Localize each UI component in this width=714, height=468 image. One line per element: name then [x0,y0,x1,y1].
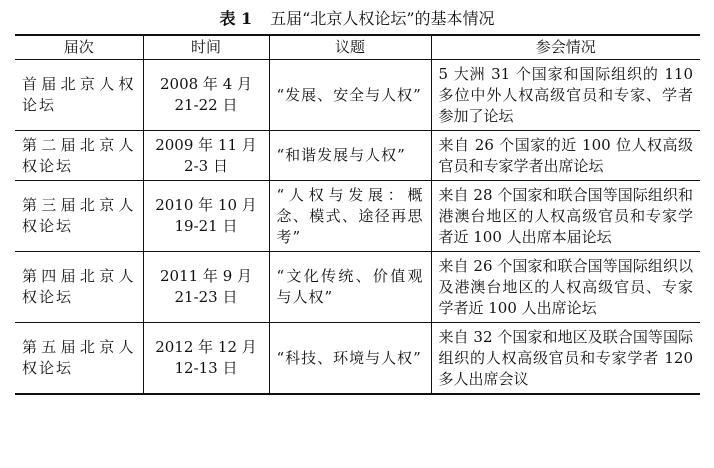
header-topic: 议题 [269,35,431,60]
date-cell: 2008 年 4 月 21-22 日 [143,60,269,131]
attendance-cell: 来自 26 个国家的近 100 位人权高级官员和专家学者出席论坛 [431,131,700,181]
session-cell: 第五届北京人权论坛 [15,323,143,395]
date-cell: 2012 年 12 月 12-13 日 [143,323,269,395]
date-cell: 2010 年 10 月 19-21 日 [143,181,269,252]
date-cell: 2009 年 11 月 2-3 日 [143,131,269,181]
session-cell: 第二届北京人权论坛 [15,131,143,181]
table-row [15,60,700,131]
header-session: 届次 [15,35,143,60]
forum-table [15,34,700,395]
table-header-row [15,35,700,60]
table-row [15,181,700,252]
attendance-cell: 来自 26 个国家和联合国等国际组织以及港澳台地区的人权高级官员、专家学者近 100 人出席论坛 [431,252,700,323]
table-row [15,252,700,323]
header-attendance: 参会情况 [431,35,700,60]
table-caption-label: 表 1 [219,9,253,28]
topic-cell: “文化传统、价值观与人权” [269,252,431,323]
header-date: 时间 [143,35,269,60]
date-cell: 2011 年 9 月 21-23 日 [143,252,269,323]
table-caption-title: 五届“北京人权论坛”的基本情况 [270,9,495,28]
topic-cell: “发展、安全与人权” [269,60,431,131]
session-cell: 首届北京人权论坛 [15,60,143,131]
topic-cell: “和谐发展与人权” [269,131,431,181]
session-cell: 第四届北京人权论坛 [15,252,143,323]
session-cell: 第三届北京人权论坛 [15,181,143,252]
table-row [15,323,700,395]
table-caption [0,8,714,30]
topic-cell: “人权与发展：概念、模式、途径再思考” [269,181,431,252]
table-row [15,131,700,181]
attendance-cell: 来自 28 个国家和联合国等国际组织和港澳台地区的人权高级官员和专家学者近 100 人出席本届论坛 [431,181,700,252]
attendance-cell: 来自 32 个国家和地区及联合国等国际组织的人权高级官员和专家学者 120 多人出席会议 [431,323,700,395]
topic-cell: “科技、环境与人权” [269,323,431,395]
attendance-cell: 5 大洲 31 个国家和国际组织的 110 多位中外人权高级官员和专家、学者参加了论坛 [431,60,700,131]
